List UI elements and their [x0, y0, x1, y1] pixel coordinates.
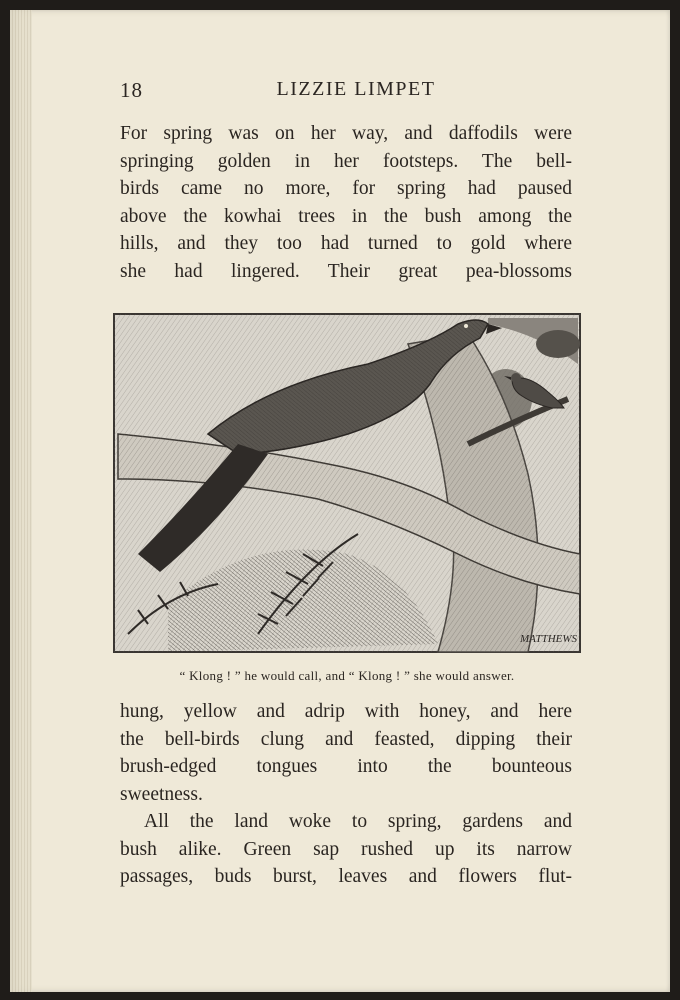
page-number: 18 — [120, 78, 143, 102]
text-line: the bell-birds clung and feasted, dipping their — [120, 728, 572, 750]
text-line: hung, yellow and adrip with honey, and here — [120, 701, 572, 722]
running-head — [120, 78, 592, 108]
artist-signature: MATTHEWS — [520, 633, 578, 645]
text-line: bush alike. Green sap rushed up its narrow — [120, 838, 572, 860]
illustration-caption: “ Klong ! ” he would call, and “ Klong ! ” she would answer. — [179, 668, 515, 683]
text-line: springing golden in her footsteps. The bell- — [120, 150, 572, 172]
text-line: All the land woke to spring, gardens and — [144, 811, 572, 832]
text-line: For spring was on her way, and daffodils were — [120, 123, 572, 144]
text-line: birds came no more, for spring had paused — [120, 178, 572, 199]
body-text-bottom — [120, 698, 572, 891]
body-text-top — [120, 120, 572, 285]
text-line: hills, and they too had turned to gold where — [120, 233, 572, 254]
text-line: sweetness. — [120, 783, 203, 805]
text-line: above the kowhai trees in the bush among the — [120, 205, 572, 227]
text-line: brush-edged tongues into the bounteous — [120, 756, 572, 777]
bellbird-illustration — [108, 304, 586, 660]
running-title: LIZZIE LIMPET — [276, 78, 436, 100]
text-line: she had lingered. Their great pea-blossoms — [120, 260, 572, 282]
page-edges — [10, 10, 32, 992]
text-line: passages, buds burst, leaves and flowers flut- — [120, 866, 572, 887]
